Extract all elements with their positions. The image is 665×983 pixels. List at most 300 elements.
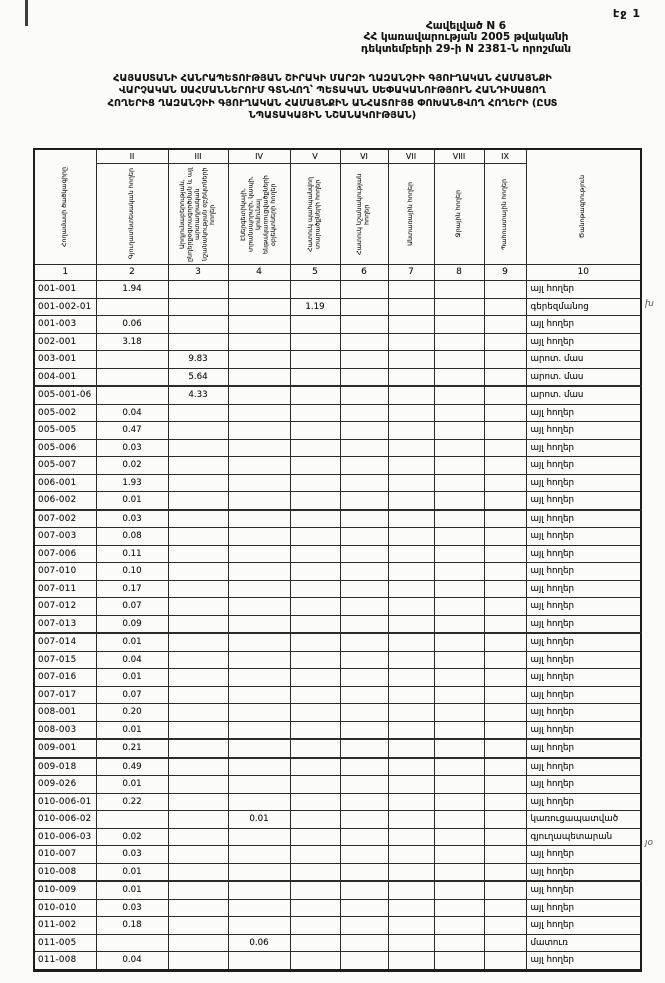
- table-row: [34, 633, 641, 651]
- note-cell: այլ հողեր: [526, 492, 641, 510]
- parcel-code-cell: 009-026: [34, 776, 96, 794]
- parcel-code-cell: 005-006: [34, 439, 96, 457]
- area-value-cell: [340, 704, 388, 722]
- handwritten-margin-mark: յօ: [645, 838, 654, 848]
- parcel-code-cell: 006-001: [34, 474, 96, 492]
- table-row: [34, 686, 641, 704]
- area-value-cell: [290, 474, 340, 492]
- area-value-cell: [484, 881, 526, 899]
- column-header-label: Պահուստային հողեր: [500, 178, 509, 250]
- area-value-cell: [228, 846, 290, 864]
- table-row: [34, 563, 641, 581]
- area-value-cell: [484, 704, 526, 722]
- area-value-cell: [290, 917, 340, 935]
- area-value-cell: [484, 580, 526, 598]
- area-value-cell: [290, 704, 340, 722]
- area-value-cell: [228, 776, 290, 794]
- area-value-cell: [434, 545, 484, 563]
- area-value-cell: [340, 474, 388, 492]
- area-value-cell: [340, 333, 388, 351]
- parcel-code-cell: 007-002: [34, 510, 96, 528]
- area-value-cell: [290, 439, 340, 457]
- area-value-cell: [484, 776, 526, 794]
- area-value-cell: [388, 351, 434, 369]
- area-value-cell: 0.20: [96, 704, 168, 722]
- area-value-cell: [96, 934, 168, 952]
- parcel-code-cell: 009-001: [34, 739, 96, 758]
- area-value-cell: [340, 934, 388, 952]
- note-cell: այլ հողեր: [526, 404, 641, 422]
- area-value-cell: [434, 776, 484, 794]
- area-value-cell: [168, 669, 228, 687]
- area-value-cell: [228, 368, 290, 386]
- note-cell: արոտ. մաս: [526, 351, 641, 369]
- area-value-cell: [168, 422, 228, 440]
- table-row: [34, 298, 641, 316]
- area-value-cell: [340, 811, 388, 829]
- area-value-cell: [340, 739, 388, 758]
- table-row: [34, 739, 641, 758]
- parcel-code-cell: 004-001: [34, 368, 96, 386]
- note-cell: այլ հողեր: [526, 917, 641, 935]
- area-value-cell: [168, 633, 228, 651]
- table-row: [34, 580, 641, 598]
- area-value-cell: [290, 952, 340, 971]
- area-value-cell: [388, 793, 434, 811]
- area-value-cell: [168, 316, 228, 334]
- note-cell: այլ հողեր: [526, 776, 641, 794]
- area-value-cell: [388, 368, 434, 386]
- area-value-cell: [340, 721, 388, 739]
- column-header-cell: [228, 164, 290, 265]
- area-value-cell: [228, 351, 290, 369]
- area-value-cell: [340, 281, 388, 299]
- area-value-cell: [168, 651, 228, 669]
- area-value-cell: [434, 881, 484, 899]
- column-header-cell: [484, 164, 526, 265]
- note-cell: այլ հողեր: [526, 474, 641, 492]
- area-value-cell: 0.02: [96, 457, 168, 475]
- table-row: [34, 439, 641, 457]
- area-value-cell: [434, 863, 484, 881]
- area-value-cell: [168, 721, 228, 739]
- area-value-cell: [290, 351, 340, 369]
- area-value-cell: [484, 563, 526, 581]
- land-table: [33, 148, 642, 972]
- column-header-cell: [340, 164, 388, 265]
- area-value-cell: [388, 828, 434, 846]
- area-value-cell: 0.07: [96, 686, 168, 704]
- area-value-cell: 0.47: [96, 422, 168, 440]
- area-value-cell: [340, 881, 388, 899]
- area-value-cell: [484, 492, 526, 510]
- note-cell: այլ հողեր: [526, 510, 641, 528]
- area-value-cell: [168, 439, 228, 457]
- area-value-cell: [290, 651, 340, 669]
- parcel-code-cell: 010-009: [34, 881, 96, 899]
- parcel-code-cell: 002-001: [34, 333, 96, 351]
- area-value-cell: [228, 686, 290, 704]
- area-value-cell: [484, 510, 526, 528]
- area-value-cell: [168, 811, 228, 829]
- note-cell: այլ հողեր: [526, 704, 641, 722]
- area-value-cell: [96, 386, 168, 404]
- area-value-cell: 0.03: [96, 439, 168, 457]
- area-value-cell: [434, 298, 484, 316]
- area-value-cell: 0.22: [96, 793, 168, 811]
- area-value-cell: [290, 404, 340, 422]
- area-value-cell: [434, 686, 484, 704]
- parcel-code-cell: 005-001-06: [34, 386, 96, 404]
- area-value-cell: [388, 846, 434, 864]
- area-value-cell: [484, 899, 526, 917]
- area-value-cell: [340, 758, 388, 776]
- roman-numeral-cell: VI: [340, 149, 388, 164]
- area-value-cell: [340, 615, 388, 633]
- area-value-cell: [228, 615, 290, 633]
- area-value-cell: 0.17: [96, 580, 168, 598]
- note-cell: այլ հողեր: [526, 793, 641, 811]
- area-value-cell: 9.83: [168, 351, 228, 369]
- parcel-code-cell: 007-016: [34, 669, 96, 687]
- area-value-cell: 0.49: [96, 758, 168, 776]
- area-value-cell: [228, 863, 290, 881]
- area-value-cell: 0.01: [96, 776, 168, 794]
- title-line: ՎԱՐՉԱԿԱՆ ՍԱՀՄԱՆՆԵՐՈՒՄ ԳՏՆՎՈՂ՝ ՊԵՏԱԿԱՆ ՍԵՓԱԿԱՆՈՒԹՅՈՒՆ ՀԱՆԴԻՍԱՑՈՂ: [118, 85, 547, 97]
- note-cell: այլ հողեր: [526, 739, 641, 758]
- area-value-cell: [290, 811, 340, 829]
- area-value-cell: [168, 281, 228, 299]
- area-value-cell: [388, 917, 434, 935]
- note-cell: այլ հողեր: [526, 669, 641, 687]
- area-value-cell: [484, 298, 526, 316]
- table-row: [34, 545, 641, 563]
- area-value-cell: [96, 368, 168, 386]
- column-header-code: [34, 149, 96, 265]
- note-cell: այլ հողեր: [526, 952, 641, 971]
- area-value-cell: [484, 615, 526, 633]
- area-value-cell: [388, 863, 434, 881]
- area-value-cell: [434, 669, 484, 687]
- area-value-cell: [388, 563, 434, 581]
- area-value-cell: [484, 633, 526, 651]
- parcel-code-cell: 010-008: [34, 863, 96, 881]
- column-number-cell: 1: [34, 265, 96, 281]
- area-value-cell: [484, 952, 526, 971]
- area-value-cell: [484, 758, 526, 776]
- area-value-cell: [484, 474, 526, 492]
- area-value-cell: [290, 776, 340, 794]
- note-cell: մատուռ: [526, 934, 641, 952]
- area-value-cell: [228, 598, 290, 616]
- area-value-cell: [340, 457, 388, 475]
- table-body: [34, 281, 641, 971]
- area-value-cell: [434, 368, 484, 386]
- area-value-cell: [484, 281, 526, 299]
- column-number-row: [34, 265, 641, 281]
- area-value-cell: 0.01: [96, 633, 168, 651]
- area-value-cell: [388, 952, 434, 971]
- column-header-cell: [434, 164, 484, 265]
- table-row: [34, 510, 641, 528]
- area-value-cell: [290, 580, 340, 598]
- note-cell: այլ հողեր: [526, 281, 641, 299]
- parcel-code-cell: 001-003: [34, 316, 96, 334]
- title-line: ՀՈՂԵՐԻՑ ՂԱԶԱՆՉԻԻ ԳՅՈՒՂԱԿԱՆ ՀԱՄԱՅՆՔԻՆ ԱՆՀԱՏՈՒՅՑ ՓՈԽԱՆՑՎՈՂ ՀՈՂԵՐԻ (ԸՍՏ: [107, 97, 558, 109]
- area-value-cell: [290, 316, 340, 334]
- area-value-cell: [388, 439, 434, 457]
- area-value-cell: [228, 917, 290, 935]
- area-value-cell: [168, 952, 228, 971]
- note-cell: այլ հողեր: [526, 563, 641, 581]
- area-value-cell: [484, 811, 526, 829]
- column-header-note: [526, 149, 641, 265]
- table-head: [34, 149, 641, 281]
- roman-numeral-cell: IX: [484, 149, 526, 164]
- area-value-cell: 0.10: [96, 563, 168, 581]
- area-value-cell: [484, 828, 526, 846]
- area-value-cell: [388, 686, 434, 704]
- area-value-cell: [388, 422, 434, 440]
- area-value-cell: [228, 952, 290, 971]
- area-value-cell: [228, 386, 290, 404]
- note-cell: այլ հողեր: [526, 881, 641, 899]
- column-number-cell: 10: [526, 265, 641, 281]
- area-value-cell: [290, 615, 340, 633]
- area-value-cell: [340, 510, 388, 528]
- area-value-cell: [340, 563, 388, 581]
- area-value-cell: [434, 422, 484, 440]
- note-cell: արոտ. մաս: [526, 368, 641, 386]
- document-title: [28, 73, 637, 123]
- area-value-cell: [290, 721, 340, 739]
- area-value-cell: [228, 333, 290, 351]
- area-value-cell: 3.18: [96, 333, 168, 351]
- area-value-cell: [340, 686, 388, 704]
- parcel-code-cell: 010-010: [34, 899, 96, 917]
- note-cell: այլ հողեր: [526, 721, 641, 739]
- note-cell: այլ հողեր: [526, 758, 641, 776]
- area-value-cell: [388, 721, 434, 739]
- parcel-code-cell: 010-006-01: [34, 793, 96, 811]
- table-row: [34, 386, 641, 404]
- area-value-cell: [388, 545, 434, 563]
- table-row: [34, 758, 641, 776]
- area-value-cell: [96, 351, 168, 369]
- area-value-cell: 0.09: [96, 615, 168, 633]
- area-value-cell: [290, 686, 340, 704]
- scan-artifact: [25, 0, 28, 26]
- area-value-cell: [290, 758, 340, 776]
- area-value-cell: [340, 793, 388, 811]
- area-value-cell: [168, 828, 228, 846]
- area-value-cell: [168, 846, 228, 864]
- table-row: [34, 457, 641, 475]
- area-value-cell: [434, 758, 484, 776]
- area-value-cell: [484, 404, 526, 422]
- area-value-cell: [388, 811, 434, 829]
- area-value-cell: [290, 846, 340, 864]
- parcel-code-cell: 007-012: [34, 598, 96, 616]
- column-number-cell: 6: [340, 265, 388, 281]
- parcel-code-cell: 003-001: [34, 351, 96, 369]
- area-value-cell: [168, 917, 228, 935]
- area-value-cell: 0.02: [96, 828, 168, 846]
- column-header-cell: [388, 164, 434, 265]
- area-value-cell: [388, 404, 434, 422]
- table-row: [34, 528, 641, 546]
- handwritten-margin-mark: խ: [645, 299, 654, 309]
- parcel-code-cell: 005-007: [34, 457, 96, 475]
- appendix-line: Հավելված N 6: [425, 20, 507, 32]
- area-value-cell: [434, 580, 484, 598]
- column-header-label: Գյուղատնտեսական հողեր: [127, 168, 136, 260]
- table-row: [34, 651, 641, 669]
- table-row: [34, 917, 641, 935]
- parcel-code-cell: 008-001: [34, 704, 96, 722]
- area-value-cell: [484, 669, 526, 687]
- area-value-cell: [290, 333, 340, 351]
- area-value-cell: [290, 598, 340, 616]
- area-value-cell: [434, 563, 484, 581]
- table-row: [34, 474, 641, 492]
- note-cell: այլ հողեր: [526, 545, 641, 563]
- area-value-cell: [228, 758, 290, 776]
- area-value-cell: [388, 651, 434, 669]
- title-line: ՀԱՅԱՍՏԱՆԻ ՀԱՆՐԱՊԵՏՈՒԹՅԱՆ ՇԻՐԱԿԻ ՄԱՐԶԻ ՂԱԶԱՆՉԻԻ ԳՅՈՒՂԱԿԱՆ ՀԱՄԱՅՆՔԻ: [113, 73, 552, 84]
- area-value-cell: [290, 863, 340, 881]
- area-value-cell: [228, 721, 290, 739]
- area-value-cell: [168, 758, 228, 776]
- area-value-cell: [290, 422, 340, 440]
- area-value-cell: [434, 404, 484, 422]
- area-value-cell: [434, 615, 484, 633]
- area-value-cell: 0.01: [96, 492, 168, 510]
- roman-numeral-cell: II: [96, 149, 168, 164]
- table-row: [34, 368, 641, 386]
- column-header-label: Անտառային հողեր: [406, 182, 415, 246]
- column-number-cell: 3: [168, 265, 228, 281]
- area-value-cell: [340, 846, 388, 864]
- area-value-cell: 0.01: [228, 811, 290, 829]
- area-value-cell: [290, 492, 340, 510]
- area-value-cell: 0.18: [96, 917, 168, 935]
- column-header-note-label: Ծանոթագրություն: [578, 175, 587, 239]
- area-value-cell: [228, 739, 290, 758]
- area-value-cell: [434, 952, 484, 971]
- area-value-cell: [434, 281, 484, 299]
- area-value-cell: [484, 739, 526, 758]
- parcel-code-cell: 011-008: [34, 952, 96, 971]
- table-row: [34, 899, 641, 917]
- area-value-cell: [434, 793, 484, 811]
- area-value-cell: [484, 351, 526, 369]
- area-value-cell: [340, 828, 388, 846]
- area-value-cell: [290, 633, 340, 651]
- parcel-code-cell: 011-005: [34, 934, 96, 952]
- parcel-code-cell: 007-017: [34, 686, 96, 704]
- area-value-cell: [388, 776, 434, 794]
- parcel-code-cell: 007-003: [34, 528, 96, 546]
- appendix-line: ՀՀ կառավարության 2005 թվականի: [363, 31, 569, 44]
- table-row: [34, 316, 641, 334]
- area-value-cell: [434, 811, 484, 829]
- parcel-code-cell: 009-018: [34, 758, 96, 776]
- area-value-cell: [228, 439, 290, 457]
- area-value-cell: [388, 510, 434, 528]
- area-value-cell: 0.01: [96, 669, 168, 687]
- area-value-cell: [340, 580, 388, 598]
- area-value-cell: [168, 474, 228, 492]
- area-value-cell: [484, 917, 526, 935]
- area-value-cell: [96, 811, 168, 829]
- area-value-cell: [484, 934, 526, 952]
- area-value-cell: [434, 651, 484, 669]
- note-cell: այլ հողեր: [526, 686, 641, 704]
- column-number-cell: 7: [388, 265, 434, 281]
- area-value-cell: [168, 704, 228, 722]
- area-value-cell: [388, 528, 434, 546]
- area-value-cell: 0.03: [96, 510, 168, 528]
- table-row: [34, 776, 641, 794]
- appendix-block: [270, 21, 662, 55]
- parcel-code-cell: 007-011: [34, 580, 96, 598]
- area-value-cell: [484, 368, 526, 386]
- area-value-cell: [484, 651, 526, 669]
- area-value-cell: [484, 528, 526, 546]
- area-value-cell: [388, 492, 434, 510]
- area-value-cell: [484, 386, 526, 404]
- area-value-cell: [388, 669, 434, 687]
- area-value-cell: 0.21: [96, 739, 168, 758]
- area-value-cell: [168, 739, 228, 758]
- note-cell: այլ հողեր: [526, 899, 641, 917]
- area-value-cell: [290, 563, 340, 581]
- area-value-cell: [290, 528, 340, 546]
- table-row: [34, 422, 641, 440]
- table-row: [34, 333, 641, 351]
- area-value-cell: [228, 457, 290, 475]
- area-value-cell: [290, 457, 340, 475]
- area-value-cell: [388, 934, 434, 952]
- area-value-cell: [388, 704, 434, 722]
- table-row: [34, 404, 641, 422]
- area-value-cell: [228, 669, 290, 687]
- parcel-code-cell: 001-001: [34, 281, 96, 299]
- area-value-cell: [388, 615, 434, 633]
- table-row: [34, 281, 641, 299]
- area-value-cell: [168, 510, 228, 528]
- area-value-cell: [388, 457, 434, 475]
- area-value-cell: [168, 934, 228, 952]
- area-value-cell: 1.94: [96, 281, 168, 299]
- area-value-cell: [340, 776, 388, 794]
- area-value-cell: [388, 298, 434, 316]
- area-value-cell: 0.07: [96, 598, 168, 616]
- note-cell: այլ հողեր: [526, 598, 641, 616]
- table-row: [34, 828, 641, 846]
- area-value-cell: [168, 457, 228, 475]
- area-value-cell: [228, 828, 290, 846]
- table-row: [34, 704, 641, 722]
- area-value-cell: [388, 474, 434, 492]
- area-value-cell: 4.33: [168, 386, 228, 404]
- area-value-cell: [228, 404, 290, 422]
- area-value-cell: 1.93: [96, 474, 168, 492]
- area-value-cell: [434, 333, 484, 351]
- area-value-cell: [228, 528, 290, 546]
- area-value-cell: [340, 899, 388, 917]
